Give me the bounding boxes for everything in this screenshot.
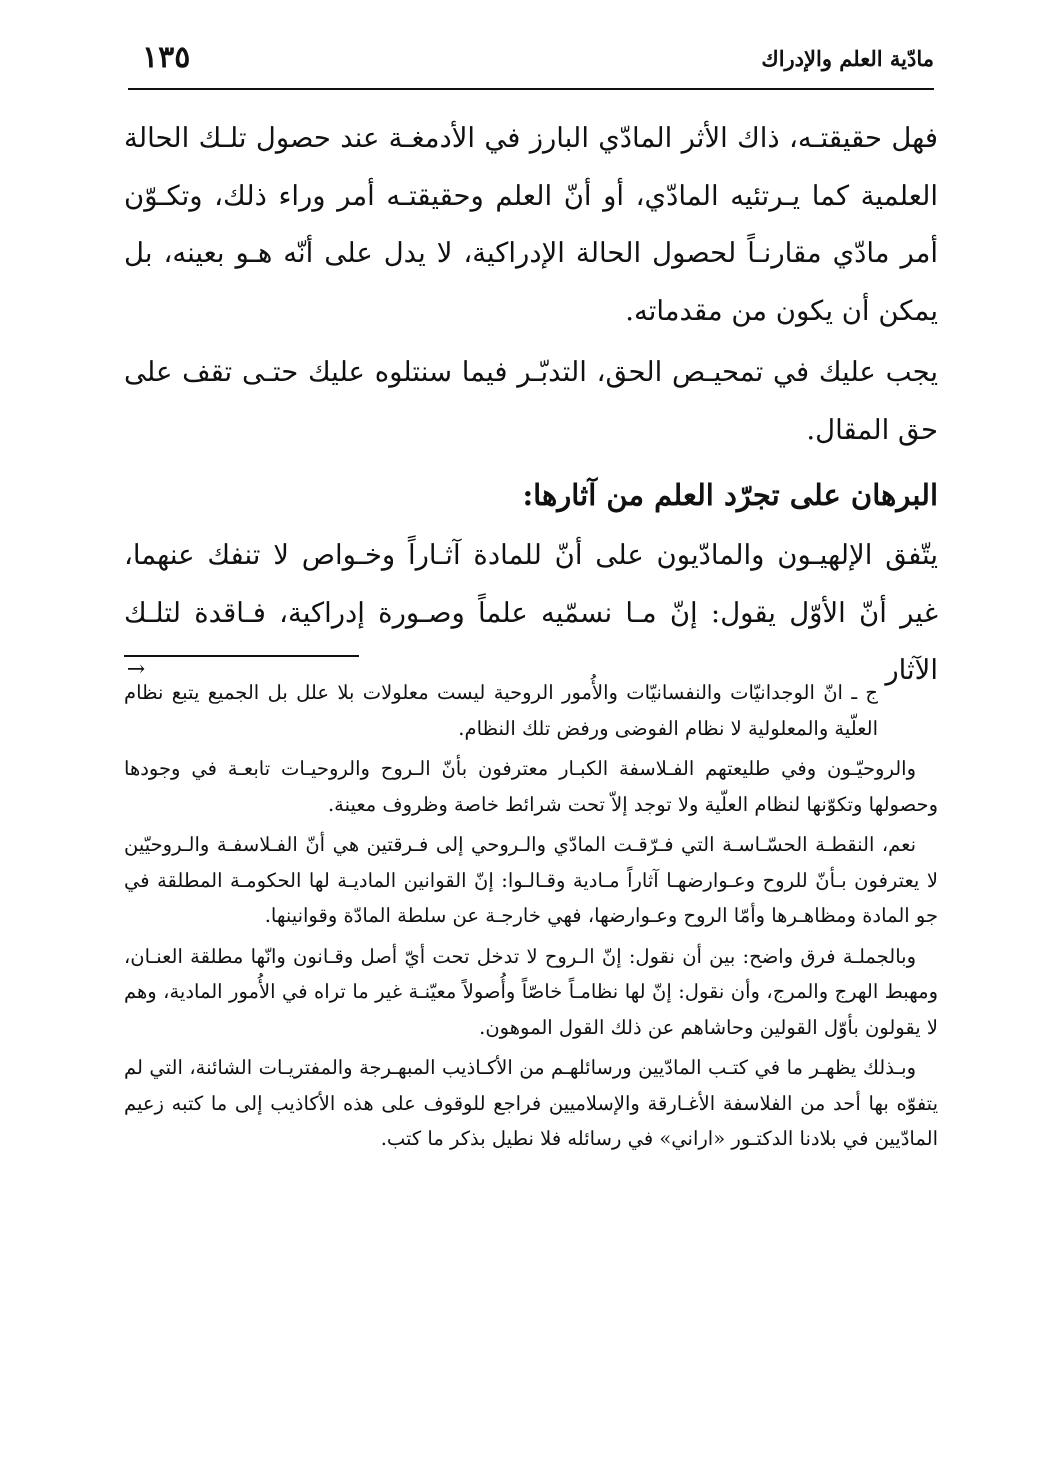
paragraph-1: فهل حقيقتـه، ذاك الأثر المادّي البارز في الأدمغـة عند حصول تلـك الحالة العلمية كما يـرتئيه المادّي، أو أنّ العلم وحقيقتـه أمر وراء ذلك، وتكـوّن أمر مادّي مقارنـاً لحصول الحالة الإدراكية، لا يدل على أنّه هـو بعينه، بل يمكن أن يكون من مقدماته. xyxy=(124,122,938,327)
footnote-5: وبـذلك يظهـر ما في كتـب المادّيين ورسائلهـم من الأكـاذيب المبهـرجة والمفتريـات الشائنة، التي لم يتفوّه بها أحد من الفلاسفة الأغـارقة والإسلاميين فراجع للوقوف على هذه الأكاذيب إلى ما كتبه زعيم المادّيين في بلادنا الدكتـور «اراني» في رسائله فلا نطيل بذكر ما كتب. xyxy=(124,1056,938,1150)
footnote-4: وبالجملـة فرق واضح: بين أن نقول: إنّ الـروح لا تدخل تحت أيّ أصل وقـانون وانّها مطلقة العنـان، ومهبط الهرج والمرج، وأن نقول: إنّ لها نظامـاً خاصّاً وأُصولاً معيّنـة غير ما تراه في الأُمور المادية، وهم لا يقولون بأوّل القولين وحاشاهم عن ذلك القول الموهون. xyxy=(124,944,938,1039)
page-number: ١٣٥ xyxy=(142,40,191,75)
footnote-1: ج ـ انّ الوجدانيّات والنفسانيّات والأُمور الروحية ليست معلولات بلا علل بل الجميع يتبع نظام العلّية والمعلولية لا نظام الفوضى ورفض تلك النظام. xyxy=(124,681,878,740)
section-heading: البرهان على تجرّد العلم من آثارها: xyxy=(522,478,938,512)
continuation-arrow-icon: → xyxy=(126,657,146,682)
footnote-2: والروحيّـون وفي طليعتهم الفـلاسفة الكبـار معترفون بأنّ الـروح والروحيـات تابعـة في وجودها وحصولها وتكوّنها لنظام العلّية ولا توجد إلاّ تحت شرائط خاصة وظروف معينة. xyxy=(124,757,938,816)
main-text xyxy=(124,110,938,700)
footnote-3: نعم، النقطـة الحسّـاسـة التي فـرّقـت المادّي والـروحي إلى فـرقتين هي أنّ الفـلاسفـة والـروحيّين لا يعترفون بـأنّ للروح وعـوارضهـا آثاراً مـادية وقـالـوا: إنّ القوانين الماديـة لها الحكومـة المطلقة في جو المادة ومظاهـرها وأمّا الروح وعـوارضها، فهي خارجـة عن سلطة المادّة وقوانينها. xyxy=(124,833,938,927)
footnotes xyxy=(124,675,938,1157)
running-title: مادّية العلم والإدراك xyxy=(761,46,934,71)
footnote-separator xyxy=(124,655,359,657)
paragraph-2: يجب عليك في تمحيـص الحق، التدبّـر فيما سنتلوه عليك حتـى تقف على حق المقال. xyxy=(124,356,938,446)
paragraph-3: يتّفق الإلهيـون والمادّيون على أنّ للمادة آثـاراً وخـواص لا تنفك عنهما، غير أنّ الأوّل يقول: إنّ مـا نسمّيه علماً وصـورة إدراكية، فـاقدة لتلـك الآثار xyxy=(124,539,938,686)
page-header xyxy=(128,38,934,90)
